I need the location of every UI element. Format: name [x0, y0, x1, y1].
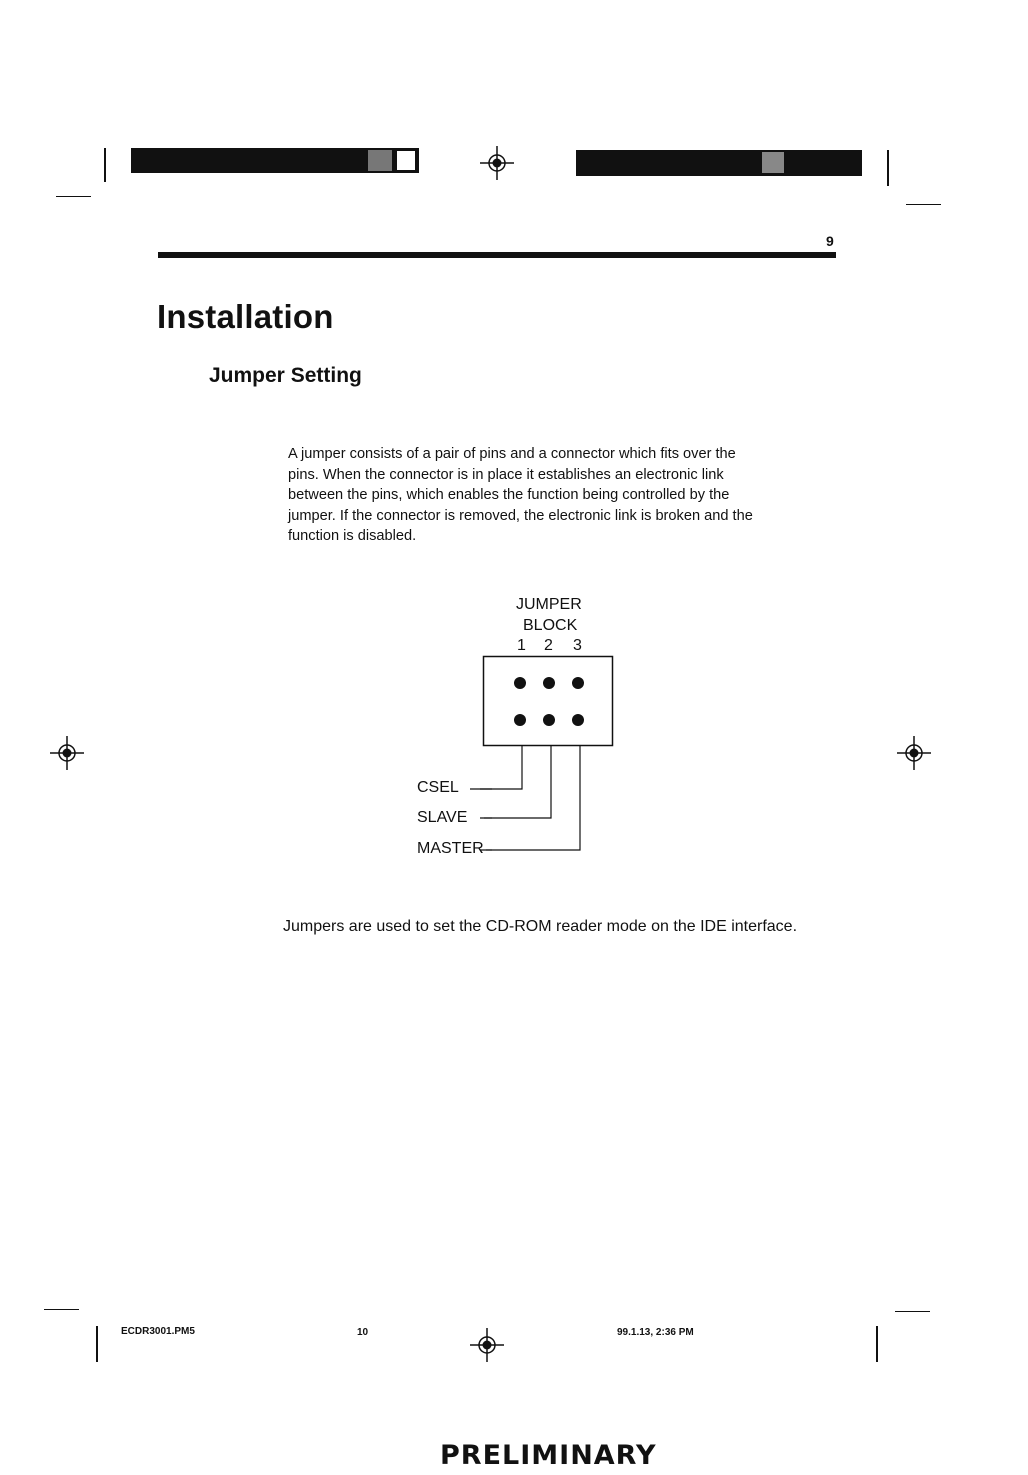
crop-mark-top-left-horizontal — [56, 196, 91, 197]
pin-top-3 — [572, 677, 584, 689]
footer-sheet-number: 10 — [357, 1327, 369, 1338]
crop-mark-bottom-left-horizontal — [44, 1309, 79, 1310]
pin-bottom-1 — [514, 714, 526, 726]
pin-top-1 — [514, 677, 526, 689]
header-rule — [158, 252, 836, 258]
color-bar-left-patch-gray — [368, 150, 392, 171]
crop-mark-bottom-right-vertical — [876, 1326, 878, 1362]
paragraph-line: jumper. If the connector is removed, the electronic link is broken and the — [288, 507, 753, 524]
registration-mark-right-icon — [897, 736, 931, 770]
pin-bottom-3 — [572, 714, 584, 726]
crop-mark-bottom-right-horizontal — [895, 1311, 930, 1312]
paragraph-line: A jumper consists of a pair of pins and a connector which fits over the — [288, 446, 736, 462]
paragraph-line: function is disabled. — [288, 528, 417, 544]
jumper-block-diagram — [480, 650, 620, 860]
paragraph-line: between the pins, which enables the function being controlled by the — [288, 487, 730, 503]
preliminary-stamp: PRELIMINARY — [440, 1440, 657, 1471]
crop-mark-top-left-vertical — [104, 148, 106, 182]
label-slave: SLAVE — [417, 809, 468, 826]
pin-number-2: 2 — [544, 637, 553, 654]
paragraph-line: pins. When the connector is in place it establishes an electronic link — [288, 466, 724, 483]
page-number: 9 — [826, 233, 834, 249]
pin-bottom-2 — [543, 714, 555, 726]
color-bar-right-patch-gray — [762, 152, 784, 173]
body-paragraph — [288, 444, 833, 547]
footer-datetime: 99.1.13, 2:36 PM — [617, 1327, 694, 1338]
label-master: MASTER — [417, 840, 484, 857]
crop-mark-top-right-horizontal — [906, 204, 941, 205]
crop-mark-bottom-left-vertical — [96, 1326, 98, 1362]
footer-filename: ECDR3001.PM5 — [121, 1326, 195, 1337]
page-title: Installation — [157, 298, 334, 335]
lead-line-master — [480, 745, 580, 850]
caption: Jumpers are used to set the CD-ROM reader mode on the IDE interface. — [283, 918, 798, 935]
jumper-block-outline — [484, 657, 613, 746]
color-bar-left-patch-white — [396, 150, 416, 171]
registration-mark-left-icon — [50, 736, 84, 770]
registration-mark-bottom-icon — [470, 1328, 504, 1362]
label-csel: CSEL — [417, 779, 459, 796]
color-bar-right — [576, 150, 862, 176]
section-heading: Jumper Setting — [209, 364, 362, 387]
diagram-title-line-1: JUMPER — [516, 596, 582, 613]
pin-top-2 — [543, 677, 555, 689]
pin-number-1: 1 — [517, 637, 526, 654]
diagram-title-line-2: BLOCK — [523, 617, 578, 634]
registration-mark-top-icon — [480, 146, 514, 180]
crop-mark-top-right-vertical — [887, 150, 889, 186]
pin-number-3: 3 — [573, 637, 582, 654]
